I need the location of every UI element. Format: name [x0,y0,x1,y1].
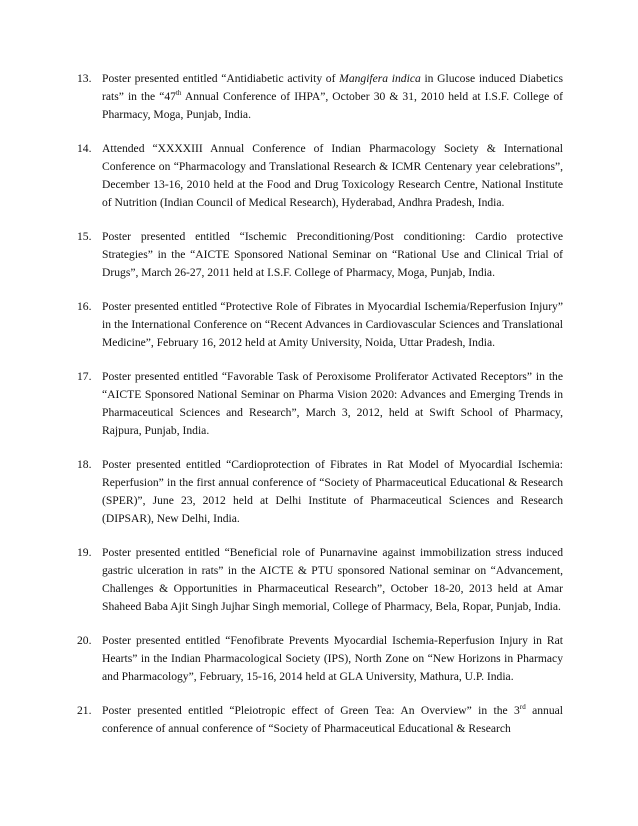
item-number: 15. [77,230,92,243]
item-text: Poster presented entitled “Fenofibrate Prevents Myocardial Ischemia-Reperfusion Injury in Rat Hearts” in the Indian Pharmacological Society (IPS), North Zone on “New Horizons in Pharmacy and Pharmacology”, February, 15-16, 2014 held at GLA University, Mathura, U.P. India. [102,634,563,683]
ordinal-superscript: th [175,89,182,98]
item-number: 17. [77,370,92,383]
poster-list [77,70,563,754]
item-text: Poster presented entitled “Antidiabetic activity of Mangifera indica in Glucose induced Diabetics rats” in the “47th Annual Conference of IHPA”, October 30 & 31, 2010 held at I.S.F. College of Pharmacy, Moga, Punjab, India. [102,72,563,121]
item-text: Poster presented entitled “Cardioprotection of Fibrates in Rat Model of Myocardial Ischemia: Reperfusion” in the first annual conference of “Society of Pharmaceutical Educational & Research (SPER)”, June 23, 2012 held at Delhi Institute of Pharmaceutical Sciences and Research (DIPSAR), New Delhi, India. [102,458,563,525]
item-number: 19. [77,546,92,559]
item-number: 16. [77,300,92,313]
list-item-16 [77,298,563,352]
item-text: Poster presented entitled “Protective Role of Fibrates in Myocardial Ischemia/Reperfusion Injury” in the International Conference on “Recent Advances in Cardiovascular Sciences and Translational Medicine”, February 16, 2012 held at Amity University, Noida, Uttar Pradesh, India. [102,300,563,349]
item-number: 14. [77,142,92,155]
list-item-14 [77,140,563,212]
list-item-17 [77,368,563,440]
list-item-18 [77,456,563,528]
list-item-21 [77,702,563,738]
item-text: Poster presented entitled “Favorable Task of Peroxisome Proliferator Activated Receptors” in the “AICTE Sponsored National Seminar on Pharma Vision 2020: Advances and Emerging Trends in Pharmaceutical Sciences and Research”, March 3, 2012, held at Swift School of Pharmacy, Rajpura, Punjab, India. [102,370,563,437]
item-number: 18. [77,458,92,471]
item-text: Poster presented entitled “Pleiotropic effect of Green Tea: An Overview” in the 3rd annual conference of annual conference of “Society of Pharmaceutical Educational & Research [102,703,563,735]
item-number: 21. [77,704,92,717]
list-item-20 [77,632,563,686]
item-text: Poster presented entitled “Ischemic Preconditioning/Post conditioning: Cardio protective Strategies” in the “AICTE Sponsored National Seminar on “Rational Use and Clinical Trial of Drugs”, March 26-27, 2011 held at I.S.F. College of Pharmacy, Moga, Punjab, India. [102,230,563,279]
list-item-13 [77,70,563,124]
italic-species-name: Mangifera indica [339,72,421,85]
list-item-15 [77,228,563,282]
item-text: Attended “XXXXIII Annual Conference of Indian Pharmacology Society & International Conference on “Pharmacology and Translational Research & ICMR Centenary year celebrations”, December 13-16, 2010 held at the Food and Drug Toxicology Research Centre, National Institute of Nutrition (Indian Council of Medical Research), Hyderabad, Andhra Pradesh, India. [102,142,563,209]
ordinal-superscript: rd [519,703,526,712]
item-number: 13. [77,72,92,85]
list-item-19 [77,544,563,616]
item-text: Poster presented entitled “Beneficial role of Punarnavine against immobilization stress induced gastric ulceration in rats” in the AICTE & PTU sponsored National seminar on “Advancement, Challenges & Opportunities in Pharmaceutical Research”, October 18-20, 2013 held at Amar Shaheed Baba Ajit Singh Jujhar Singh memorial, College of Pharmacy, Bela, Ropar, Punjab, India. [102,546,563,613]
item-number: 20. [77,634,92,647]
